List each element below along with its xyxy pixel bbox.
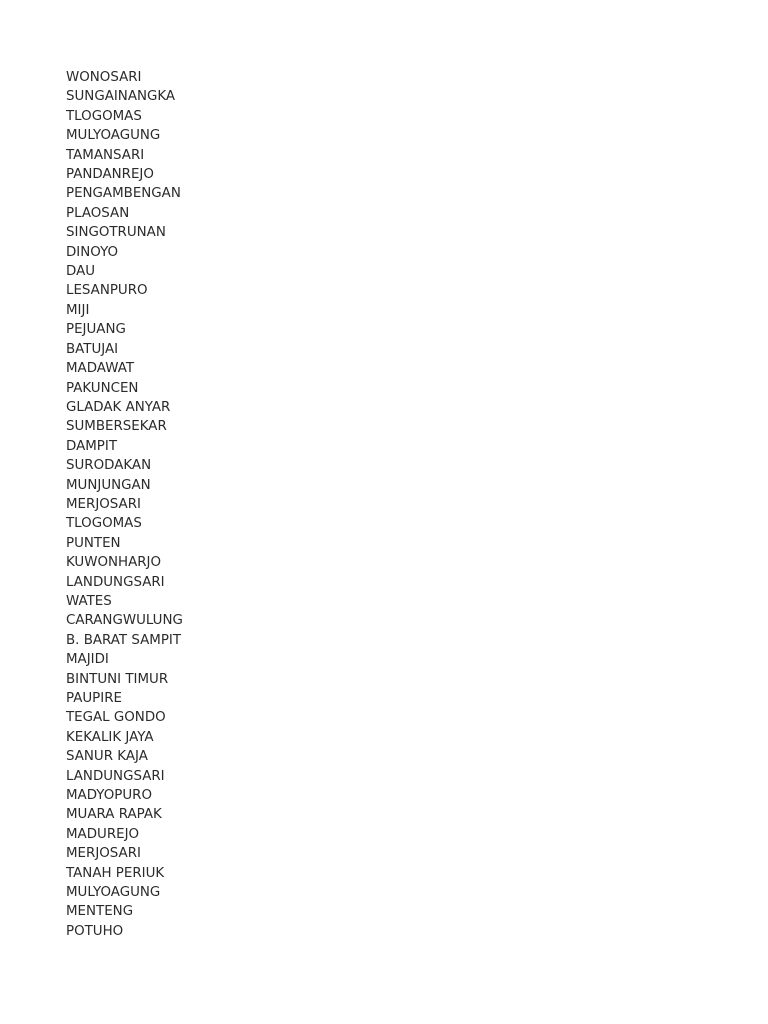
place-name-item: PAUPIRE (66, 691, 122, 706)
place-name-item: BINTUNI TIMUR (66, 671, 169, 687)
place-name-item: SANUR KAJA (66, 749, 148, 765)
place-name-item: MENTENG (66, 904, 134, 920)
place-name-item: PLAOSAN (66, 205, 130, 221)
place-name-item: DAMPIT (66, 438, 117, 454)
place-name-item: POTUHO (66, 923, 124, 939)
place-name-item: TLOGOMAS (66, 516, 142, 532)
place-name-item: MADAWAT (66, 361, 135, 377)
place-name-item: PEJUANG (66, 322, 126, 338)
place-name-list (66, 68, 183, 941)
place-name-item: SUMBERSEKAR (66, 419, 167, 435)
place-name-item: B. BARAT SAMPIT (66, 632, 182, 648)
place-name-item: GLADAK ANYAR (66, 399, 171, 415)
place-name-item: PANDANREJO (66, 167, 154, 183)
place-name-item: PAKUNCEN (66, 380, 139, 396)
place-name-item: KUWONHARJO (66, 555, 162, 571)
place-name-item: LESANPURO (66, 283, 148, 299)
place-name-item: MADUREJO (66, 826, 140, 842)
place-name-item: TLOGOMAS (66, 108, 142, 124)
place-name-item: MUNJUNGAN (66, 477, 151, 493)
place-name-item: TAMANSARI (66, 147, 145, 163)
place-name-item: LANDUNGSARI (66, 574, 165, 590)
place-name-item: WATES (66, 593, 112, 609)
place-name-item: MULYOAGUNG (66, 128, 161, 144)
place-name-item: KEKALIK JAYA (66, 729, 154, 745)
place-name-item: MULYOAGUNG (66, 885, 161, 901)
place-name-item: CARANGWULUNG (66, 613, 183, 629)
place-name-item: PENGAMBENGAN (66, 186, 181, 202)
place-name-item: SINGOTRUNAN (66, 225, 166, 241)
place-name-item: MADYOPURO (66, 788, 152, 804)
place-name-item: MIJI (66, 302, 90, 318)
place-name-item: BATUJAI (66, 341, 119, 357)
place-name-item: SURODAKAN (66, 458, 152, 474)
place-name-item: LANDUNGSARI (66, 768, 165, 784)
place-name-item: PUNTEN (66, 535, 121, 551)
place-name-item: DINOYO (66, 244, 119, 260)
place-name-item: WONOSARI (66, 70, 142, 85)
place-name-item: TEGAL GONDO (66, 710, 166, 726)
place-name-item: DAU (66, 264, 96, 280)
place-name-item: MERJOSARI (66, 846, 141, 862)
place-name-item: MAJIDI (66, 652, 109, 668)
place-name-item: SUNGAINANGKA (66, 89, 176, 105)
place-name-item: MUARA RAPAK (66, 807, 162, 823)
place-name-item: MERJOSARI (66, 496, 141, 512)
place-name-item: TANAH PERIUK (66, 865, 165, 881)
